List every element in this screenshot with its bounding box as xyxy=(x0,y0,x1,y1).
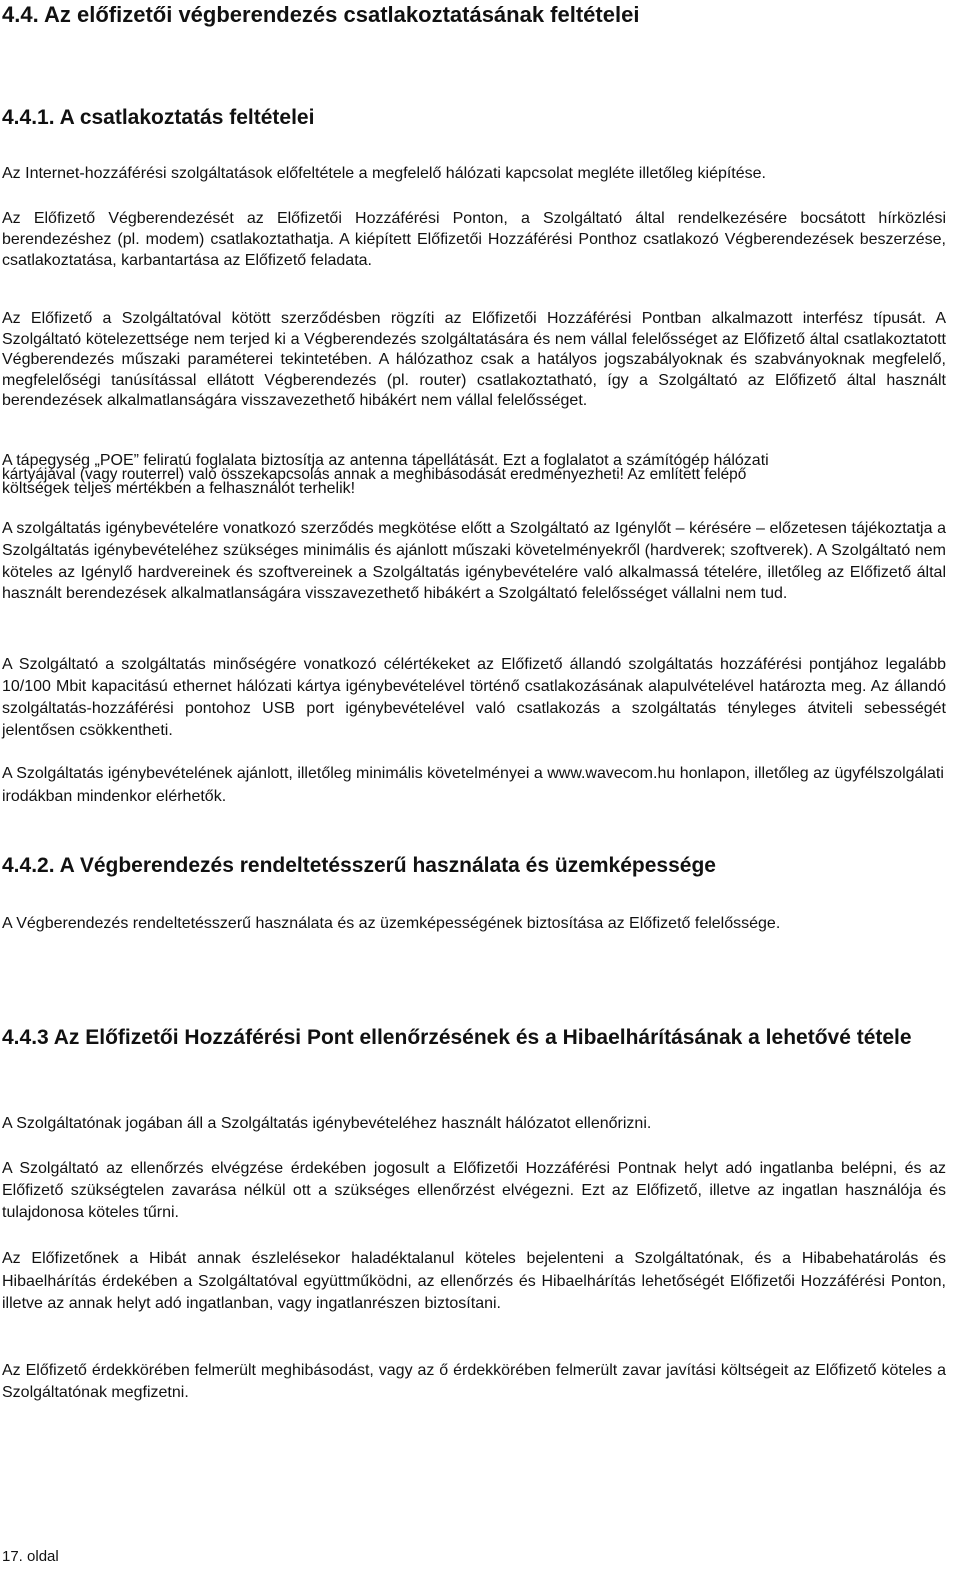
paragraph: A szolgáltatás igénybevételére vonatkozó szerződés megkötése előtt a Szolgáltató az Igénylőt – kérésére – előzetesen tájékoztatja a Szolgáltatás igénybevételéhez szükséges minimális és ajánlott műszaki követelményekről (hardverek; szoftverek). A Szolgáltató nem köteles az Igénylő hardvereinek és szoftvereinek a Szolgáltatás igénybevételére való alkalmassá tételére, illetőleg az Előfizető által használt berendezések alkalmatlanságára visszavezethető hibákért a Szolgáltató felelősséget vállalni nem tud. xyxy=(2,520,946,603)
heading-4-4-3: 4.4.3 Az Előfizetői Hozzáférési Pont ellenőrzésének és a Hibaelhárításának a lehetővé tétele xyxy=(2,1026,912,1049)
website-link[interactable]: www.wavecom.hu xyxy=(547,765,676,782)
paragraph: A Szolgáltató a szolgáltatás minőségére vonatkozó célértékeket az Előfizető állandó szolgáltatás hozzáférési pontjához legalább 10/100 Mbit kapacitású ethernet hálózati kártya igénybevételével történő csatlakozásának alapulvételével határozta meg. Az állandó szolgáltatás-hozzáférési pontohoz USB port igénybevételével való csatlakozás a szolgáltatás tényleges átviteli sebességét jelentősen csökkentheti. xyxy=(2,656,946,739)
paragraph: Az Internet-hozzáférési szolgáltatások előfeltétele a megfelelő hálózati kapcsolat megléte illetőleg kiépítése. xyxy=(2,165,766,182)
paragraph-text: A Szolgáltatás igénybevételének ajánlott, illetőleg minimális követelményei a xyxy=(2,765,548,782)
paragraph-text: honlapon, illetőleg az ügyfélszolgálati irodákban mindenkor elérhetők. xyxy=(2,765,944,805)
paragraph: A Végberendezés rendeltetésszerű használata és az üzemképességének biztosítása az Előfizető felelőssége. xyxy=(2,915,781,932)
paragraph: Az Előfizető a Szolgáltatóval kötött szerződésben rögzíti az Előfizetői Hozzáférési Pontban alkalmazott interfész típusát. A Szolgáltató kötelezettsége nem terjed ki a Végberendezés szolgáltatására és nem vállal felelősséget az Előfizető által csatlakoztatott Végberendezés műszaki paraméterei tekintetében. A hálózathoz csak a hatályos jogszabályoknak és szabványoknak megfelelő, megfelelőségi tanúsítással ellátott Végberendezés (pl. router) csatlakoztatható, így a Szolgáltató az Előfizető által használt berendezések alkalmatlanságára visszavezethető hibákért nem vállal felelősséget. xyxy=(2,310,946,410)
heading-4-4-2: 4.4.2. A Végberendezés rendeltetésszerű használata és üzemképessége xyxy=(2,854,716,877)
overlapping-text-line: kártyájával (vagy routerrel) való összekapcsolás annak a meghibásodását eredményezheti! Az említett felépő xyxy=(2,466,747,483)
paragraph: Az Előfizető Végberendezését az Előfizetői Hozzáférési Ponton, a Szolgáltató által rendelkezésére bocsátott hírközlési berendezéshez (pl. modem) csatlakoztathatja. A kiépített Előfizetői Hozzáférési Ponthoz csatlakozó Végberendezések beszerzése, csatlakoztatása, karbantartása az Előfizető feladata. xyxy=(2,210,946,269)
paragraph xyxy=(2,762,946,808)
page-number: 17. oldal xyxy=(2,1548,59,1565)
paragraph: Az Előfizetőnek a Hibát annak észlelésekor haladéktalanul köteles bejelenteni a Szolgáltatónak, és a Hibabehatárolás és Hibaelhárítás érdekében a Szolgáltatóval együttműködni, az ellenőrzés és Hibaelhárítás lehetőségét Előfizetői Hozzáférési Ponton, illetve az annak helyt adó ingatlanban, vagy ingatlanrészen biztosítani. xyxy=(2,1250,946,1312)
overlapping-text-line: költségek teljes mértékben a felhasználót terhelik! xyxy=(2,480,356,497)
overlapping-text-line: A tápegység „POE” feliratú foglalata biztosítja az antenna tápellátását. Ezt a foglalatot a számítógép hálózati xyxy=(2,452,769,469)
paragraph: A Szolgáltatónak jogában áll a Szolgáltatás igénybevételéhez használt hálózatot ellenőrizni. xyxy=(2,1115,652,1132)
paragraph: A Szolgáltató az ellenőrzés elvégzése érdekében jogosult a Előfizetői Hozzáférési Pontnak helyt adó ingatlanba belépni, és az Előfizető szükségtelen zavarása nélkül ott a szükséges ellenőrzést elvégezni. Ezt az Előfizető, illetve az ingatlan használója és tulajdonosa köteles tűrni. xyxy=(2,1160,946,1221)
heading-4-4-1: 4.4.1. A csatlakoztatás feltételei xyxy=(2,106,315,129)
section-title: 4.4. Az előfizetői végberendezés csatlakoztatásának feltételei xyxy=(2,2,640,27)
paragraph: Az Előfizető érdekkörében felmerült meghibásodást, vagy az ő érdekkörében felmerült zavar javítási költségeit az Előfizető köteles a Szolgáltatónak megfizetni. xyxy=(2,1362,946,1401)
